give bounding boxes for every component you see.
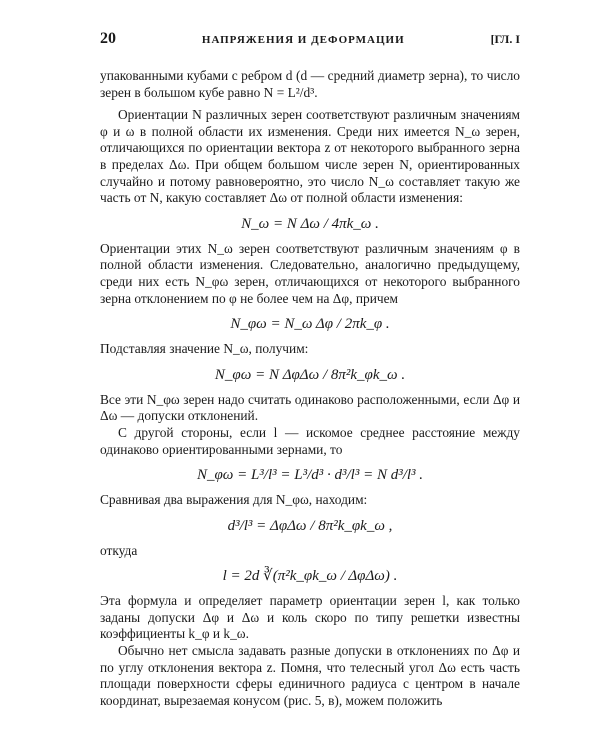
page-number: 20 bbox=[100, 30, 116, 47]
paragraph-2: Ориентации N различных зерен соответствуют различным значениям φ и ω в полной области их изменения. Среди них имеется N_ω зерен, отличающихся по ориентации вектора z от некоторого выбранного зерна в пределах Δω. При общем большом числе зерен N, ориентированных случайно и потому равновероятно, это число N_ω составляет такую же часть от N, какую составляет Δω от полной области изменения: bbox=[100, 107, 520, 206]
paragraph-8: откуда bbox=[100, 542, 138, 558]
chapter-label: [ГЛ. I bbox=[490, 32, 520, 46]
paragraph-6: С другой стороны, если l — искомое среднее расстояние между одинаково ориентированными зернами, то bbox=[100, 424, 520, 457]
formula-6: l = 2d ∛(π²k_φk_ω / ΔφΔω) . bbox=[222, 568, 398, 585]
paragraph-10: Обычно нет смысла задавать разные допуски в отклонениях по Δφ и по углу отклонения вектора z. Помня, что телесный угол Δω есть часть площади поверхности сферы единичного радиуса с центром в начале координат, вырезаемая конусом (рис. 5, в), можем положить bbox=[100, 643, 520, 708]
paragraph-7: Сравнивая два выражения для N_φω, находим: bbox=[100, 492, 368, 508]
paragraph-1: упакованными кубами с ребром d (d — средний диаметр зерна), то число зерен в большом кубе равно N = L²/d³. bbox=[100, 68, 520, 100]
paragraph-9: Эта формула и определяет параметр ориентации зерен l, как только заданы допуски Δφ и Δω и коль скоро по типу решетки известны коэффициенты k_φ и k_ω. bbox=[100, 593, 520, 642]
paragraph-3: Ориентации этих N_ω зерен соответствуют различным значениям φ в полной области изменения. Следовательно, аналогично предыдущему, среди них есть N_φω зерен, отличающихся от некоторого выбранного зерна отклонением по φ не более чем на Δφ, причем bbox=[100, 240, 520, 306]
paragraph-4: Подставляя значение N_ω, получим: bbox=[100, 341, 309, 357]
page-header bbox=[100, 30, 520, 54]
formula-3: N_φω = N ΔφΔω / 8π²k_φk_ω . bbox=[214, 366, 406, 383]
formula-2: N_φω = N_ω Δφ / 2πk_φ . bbox=[230, 316, 390, 333]
formula-4: N_φω = L³/l³ = L³/d³ · d³/l³ = N d³/l³ . bbox=[196, 467, 424, 484]
paragraph-5: Все эти N_φω зерен надо считать одинаково расположенными, если Δφ и Δω — допуски отклонений. bbox=[100, 391, 520, 424]
formula-5: d³/l³ = ΔφΔω / 8π²k_φk_ω , bbox=[227, 517, 393, 534]
running-title: НАПРЯЖЕНИЯ И ДЕФОРМАЦИИ bbox=[201, 34, 405, 46]
formula-1: N_ω = N Δω / 4πk_ω . bbox=[241, 215, 379, 232]
